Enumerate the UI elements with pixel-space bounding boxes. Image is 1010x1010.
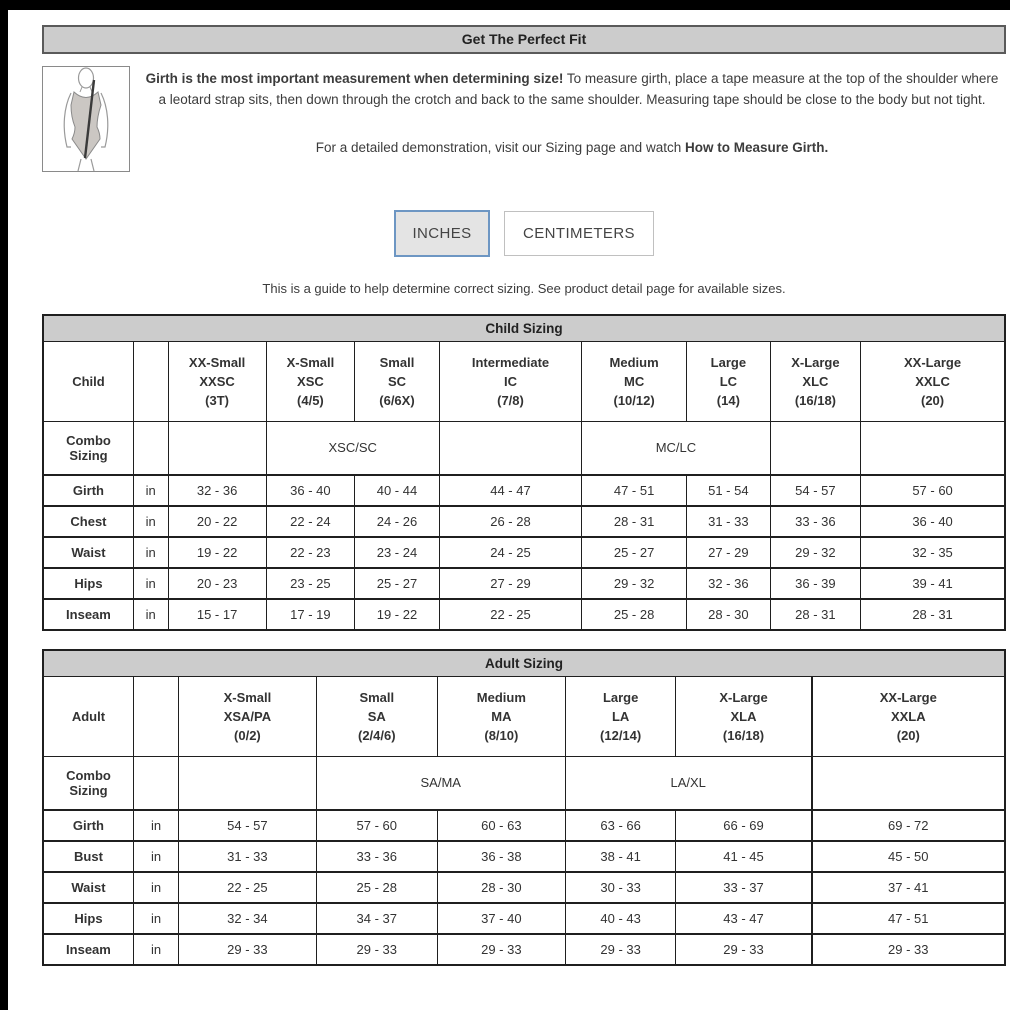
combo-cell: SA/MA (316, 756, 565, 810)
measurement-row-label: Waist (43, 872, 133, 903)
measurement-row-label: Girth (43, 475, 133, 506)
size-column-header-line: XXSC (199, 373, 235, 389)
combo-cell (439, 421, 581, 475)
demo-note-prefix: For a detailed demonstration, visit our Sizing page and watch (315, 140, 685, 155)
measurement-value-cell: 33 - 36 (770, 506, 860, 537)
measurement-value-cell: 29 - 33 (565, 934, 676, 965)
measurement-value-cell: 33 - 37 (676, 872, 812, 903)
size-column-header-line: MC (623, 373, 645, 389)
measurement-value-cell: 54 - 57 (179, 810, 317, 841)
size-column-header-line: (4/5) (297, 392, 324, 408)
measurement-value-cell: 51 - 54 (687, 475, 771, 506)
measurement-value-cell: 36 - 38 (437, 841, 565, 872)
size-column-header (770, 341, 860, 421)
size-column-header-line: Intermediate (471, 354, 550, 370)
unit-header-cell (133, 341, 168, 421)
size-column-header-line: (10/12) (613, 392, 655, 408)
measurement-value-cell: 26 - 28 (439, 506, 581, 537)
measurement-value-cell: 36 - 39 (770, 568, 860, 599)
size-column-header-line: Small (379, 354, 415, 370)
intro-text-column (130, 66, 1006, 172)
size-column-header-line: XXLA (890, 708, 926, 724)
measurement-value-cell: 28 - 31 (582, 506, 687, 537)
measurement-value-cell: 40 - 43 (565, 903, 676, 934)
measurement-value-cell: 19 - 22 (355, 599, 440, 630)
measurement-row-label: Girth (43, 810, 133, 841)
size-column-header-line: Small (359, 689, 395, 705)
measurement-value-cell: 32 - 36 (687, 568, 771, 599)
measurement-value-cell: 31 - 33 (687, 506, 771, 537)
measurement-value-cell: 38 - 41 (565, 841, 676, 872)
measurement-value-cell: 23 - 25 (266, 568, 355, 599)
measurement-value-cell: 24 - 25 (439, 537, 581, 568)
measurement-value-cell: 30 - 33 (565, 872, 676, 903)
combo-unit-cell (133, 756, 178, 810)
size-column-header-line: (16/18) (722, 727, 765, 743)
size-column-header-line: XX-Large (879, 689, 937, 705)
girth-instructions-body: To measure girth, place a tape measure at the top of the shoulder where a leotard strap sits, then down through the crotch and back to the same shoulder. Measuring tape should be close to the body but not tight. (158, 71, 999, 107)
measurement-value-cell: 25 - 27 (582, 537, 687, 568)
unit-cell: in (133, 599, 168, 630)
measurement-value-cell: 60 - 63 (437, 810, 565, 841)
measurement-value-cell: 20 - 23 (168, 568, 266, 599)
inches-button[interactable]: INCHES (394, 210, 490, 257)
unit-cell: in (133, 810, 178, 841)
measurement-value-cell: 28 - 30 (687, 599, 771, 630)
measurement-value-cell: 32 - 34 (179, 903, 317, 934)
size-column-header-line: X-Large (791, 354, 840, 370)
measurement-value-cell: 29 - 33 (437, 934, 565, 965)
combo-cell (770, 421, 860, 475)
size-column-header (316, 676, 437, 756)
size-column-header-line: (0/2) (234, 727, 261, 743)
intro-section (42, 66, 1006, 172)
measurement-value-cell: 25 - 28 (582, 599, 687, 630)
table-title: Adult Sizing (43, 650, 1005, 676)
size-column-header-line: LC (719, 373, 738, 389)
measurement-value-cell: 37 - 40 (437, 903, 565, 934)
page-title: Get The Perfect Fit (42, 25, 1006, 54)
size-column-header-line: X-Small (223, 689, 272, 705)
measurement-value-cell: 36 - 40 (266, 475, 355, 506)
measurement-value-cell: 54 - 57 (770, 475, 860, 506)
size-column-header-line: (12/14) (600, 727, 642, 743)
measurement-value-cell: 37 - 41 (812, 872, 1005, 903)
size-column-header (676, 676, 812, 756)
combo-cell (179, 756, 317, 810)
combo-sizing-label: Combo Sizing (43, 756, 133, 810)
size-column-header-line: (6/6X) (379, 392, 415, 408)
size-column-header-line: (7/8) (497, 392, 524, 408)
measurement-value-cell: 29 - 32 (770, 537, 860, 568)
measurement-value-cell: 17 - 19 (266, 599, 355, 630)
size-column-header (812, 676, 1005, 756)
measurement-value-cell: 39 - 41 (861, 568, 1005, 599)
unit-header-cell (133, 676, 178, 756)
unit-cell: in (133, 568, 168, 599)
unit-toggle (42, 210, 1006, 257)
measurement-row-label: Chest (43, 506, 133, 537)
measurement-value-cell: 69 - 72 (812, 810, 1005, 841)
measurement-value-cell: 34 - 37 (316, 903, 437, 934)
measurement-value-cell: 28 - 31 (770, 599, 860, 630)
measurement-value-cell: 47 - 51 (582, 475, 687, 506)
size-column-header-line: (14) (716, 392, 740, 408)
measurement-row-label: Hips (43, 568, 133, 599)
size-column-header-line: Medium (476, 689, 526, 705)
size-column-header-line: Large (710, 354, 747, 370)
measurement-value-cell: 29 - 33 (179, 934, 317, 965)
measurement-value-cell: 40 - 44 (355, 475, 440, 506)
size-column-header-line: Medium (609, 354, 659, 370)
size-column-header-line: LA (611, 708, 630, 724)
measurement-row-label: Inseam (43, 934, 133, 965)
combo-sizing-label: Combo Sizing (43, 421, 133, 475)
measurement-row-label: Waist (43, 537, 133, 568)
girth-instructions (144, 68, 1000, 110)
measurement-value-cell: 36 - 40 (861, 506, 1005, 537)
size-column-header (565, 676, 676, 756)
table-row-header: Child (43, 341, 133, 421)
measurement-value-cell: 57 - 60 (316, 810, 437, 841)
size-column-header-line: XLC (802, 373, 829, 389)
size-column-header-line: (2/4/6) (358, 727, 396, 743)
centimeters-button[interactable]: CENTIMETERS (504, 211, 654, 256)
size-column-header-line: XSA/PA (223, 708, 272, 724)
unit-cell: in (133, 872, 178, 903)
size-column-header (687, 341, 771, 421)
size-column-header (168, 341, 266, 421)
unit-cell: in (133, 506, 168, 537)
measurement-value-cell: 24 - 26 (355, 506, 440, 537)
adult-sizing-table (42, 649, 1006, 966)
size-column-header-line: (3T) (205, 392, 230, 408)
measurement-row-label: Bust (43, 841, 133, 872)
measurement-value-cell: 33 - 36 (316, 841, 437, 872)
measurement-value-cell: 31 - 33 (179, 841, 317, 872)
measurement-value-cell: 41 - 45 (676, 841, 812, 872)
size-column-header-line: SC (387, 373, 406, 389)
size-column-header-line: (20) (921, 392, 945, 408)
measurement-value-cell: 29 - 33 (676, 934, 812, 965)
size-column-header-line: (16/18) (794, 392, 837, 408)
sizing-page (8, 10, 1010, 1010)
measurement-value-cell: 45 - 50 (812, 841, 1005, 872)
size-column-header-line: X-Large (719, 689, 768, 705)
size-column-header (861, 341, 1005, 421)
leotard-girth-diagram-icon (42, 66, 130, 172)
size-column-header-line: XX-Small (188, 354, 246, 370)
measurement-value-cell: 25 - 27 (355, 568, 440, 599)
child-sizing-table (42, 314, 1006, 631)
measurement-value-cell: 23 - 24 (355, 537, 440, 568)
measurement-value-cell: 27 - 29 (439, 568, 581, 599)
measurement-value-cell: 44 - 47 (439, 475, 581, 506)
size-column-header-line: XLA (730, 708, 757, 724)
sizing-guide-note: This is a guide to help determine correct sizing. See product detail page for available sizes. (262, 281, 786, 296)
size-column-header-line: XX-Large (904, 354, 962, 370)
unit-cell: in (133, 841, 178, 872)
size-column-header-line: XSC (297, 373, 324, 389)
measurement-value-cell: 27 - 29 (687, 537, 771, 568)
measurement-row-label: Inseam (43, 599, 133, 630)
measurement-value-cell: 63 - 66 (565, 810, 676, 841)
table-row-header: Adult (43, 676, 133, 756)
combo-cell: XSC/SC (266, 421, 439, 475)
combo-cell: MC/LC (582, 421, 771, 475)
measurement-value-cell: 28 - 30 (437, 872, 565, 903)
measurement-value-cell: 19 - 22 (168, 537, 266, 568)
measurement-value-cell: 25 - 28 (316, 872, 437, 903)
size-column-header-line: Large (602, 689, 639, 705)
size-column-header-line: XXLC (915, 373, 950, 389)
size-column-header-line: X-Small (286, 354, 335, 370)
measurement-value-cell: 28 - 31 (861, 599, 1005, 630)
unit-cell: in (133, 903, 178, 934)
combo-cell: LA/XL (565, 756, 811, 810)
measurement-value-cell: 22 - 25 (439, 599, 581, 630)
demo-note (138, 140, 1006, 155)
demo-note-bold: How to Measure Girth. (684, 140, 829, 155)
measurement-value-cell: 29 - 32 (582, 568, 687, 599)
measurement-value-cell: 15 - 17 (168, 599, 266, 630)
size-column-header (437, 676, 565, 756)
measurement-value-cell: 57 - 60 (861, 475, 1005, 506)
measurement-value-cell: 43 - 47 (676, 903, 812, 934)
girth-instructions-lead: Girth is the most important measurement when determining size! (145, 71, 564, 86)
size-column-header-line: (20) (896, 727, 920, 743)
measurement-value-cell: 66 - 69 (676, 810, 812, 841)
measurement-value-cell: 22 - 24 (266, 506, 355, 537)
unit-cell: in (133, 537, 168, 568)
size-column-header-line: (8/10) (484, 727, 519, 743)
size-column-header (582, 341, 687, 421)
measurement-value-cell: 29 - 33 (316, 934, 437, 965)
measurement-row-label: Hips (43, 903, 133, 934)
size-column-header-line: MA (491, 708, 512, 724)
measurement-value-cell: 32 - 36 (168, 475, 266, 506)
combo-cell (168, 421, 266, 475)
measurement-value-cell: 47 - 51 (812, 903, 1005, 934)
size-column-header (439, 341, 581, 421)
measurement-value-cell: 32 - 35 (861, 537, 1005, 568)
size-column-header (266, 341, 355, 421)
unit-cell: in (133, 475, 168, 506)
size-column-header (179, 676, 317, 756)
combo-cell (812, 756, 1005, 810)
table-title: Child Sizing (43, 315, 1005, 341)
size-column-header-line: SA (367, 708, 386, 724)
measurement-value-cell: 22 - 23 (266, 537, 355, 568)
combo-cell (861, 421, 1005, 475)
measurement-value-cell: 29 - 33 (812, 934, 1005, 965)
size-column-header-line: IC (503, 373, 517, 389)
measurement-value-cell: 22 - 25 (179, 872, 317, 903)
unit-cell: in (133, 934, 178, 965)
measurement-value-cell: 20 - 22 (168, 506, 266, 537)
size-column-header (355, 341, 440, 421)
combo-unit-cell (133, 421, 168, 475)
